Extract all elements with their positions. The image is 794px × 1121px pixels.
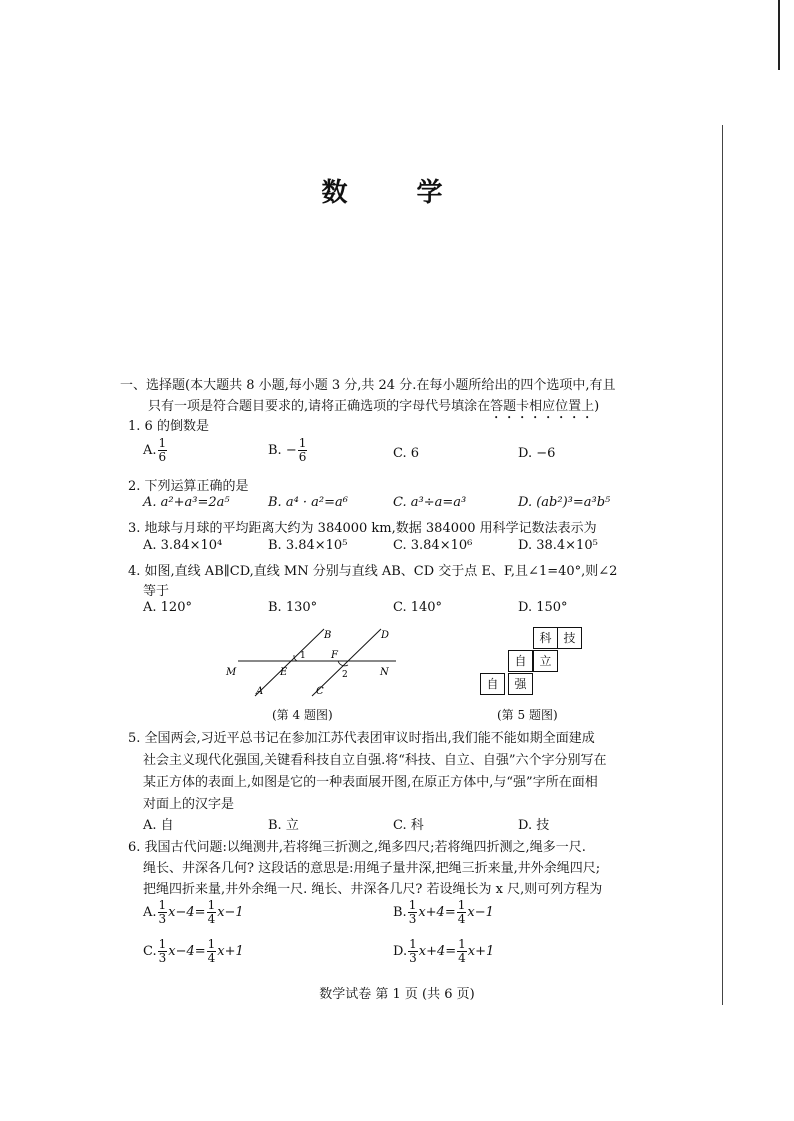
q2-option-d: D. (ab²)³=a³b⁵ [518,495,611,510]
section-heading-line1: 一、选择题(本大题共 8 小题,每小题 3 分,共 24 分.在每小题所给出的四个选项中,有且 [120,378,616,393]
q5-stem-line1: 5. 全国两会,习近平总书记在参加江苏代表团审议时指出,我们能不能如期全面建成 [128,731,595,746]
frac-num: 1 [207,937,216,951]
q6-c-label: C. [143,944,157,959]
q3-option-b: B. 3.84×10⁵ [268,538,348,553]
q5-stem-line3: 某正方体的表面上,如图是它的一种表面展开图,在原正方体中,与“强”字所在面相 [143,775,598,790]
q4-option-d: D. 150° [518,600,568,615]
q4-option-a: A. 120° [143,600,192,615]
q1-a-label: A. [143,443,157,458]
q1-b-label: B. − [268,443,297,458]
q5-stem-line4: 对面上的汉字是 [143,797,235,812]
label-angle-2: 2 [342,670,348,680]
q6-d-frac2 [457,938,467,965]
net-cell-zi1: 自 [508,650,533,672]
frac-den: 3 [409,951,417,965]
label-f: F [331,650,338,661]
label-n: N [380,667,389,678]
q6-a-mid: x−4= [168,905,206,920]
frac-den: 3 [408,912,417,926]
q1-option-d: D. −6 [518,446,556,461]
q3-option-d: D. 38.4×10⁵ [518,538,598,553]
frac-num: 1 [457,898,466,912]
scan-edge-line [778,0,780,70]
q5-option-c: C. 科 [393,818,424,833]
q6-b-mid: x+4= [418,905,456,920]
q5-option-a: A. 自 [143,818,174,833]
q1-option-a [143,437,168,464]
q6-d-label: D. [393,944,408,959]
frac-den: 3 [158,951,167,965]
q1-b-den: 6 [298,450,307,464]
q2-option-a: A. a²+a³=2a⁵ [143,495,230,510]
q6-stem-line3: 把绳四折来量,井外余绳一尺. 绳长、井深各几尺? 若设绳长为 x 尺,则可列方程为 [143,882,603,897]
q6-a-end: x−1 [217,905,244,920]
label-b: B [324,630,332,641]
q6-c-frac1 [158,938,168,965]
q6-d-frac1 [408,938,418,965]
label-c: C [316,686,324,697]
net-cell-zi2: 自 [480,673,505,695]
section-heading-emphasis: 答题卡相应位置上 [490,399,595,414]
q4-option-c: C. 140° [393,600,443,615]
q3-option-c: C. 3.84×10⁶ [393,538,473,553]
q1-a-num: 1 [158,436,167,450]
net-cell-ji: 技 [557,627,582,649]
q6-b-label: B. [393,905,407,920]
frac-num: 1 [458,937,466,951]
q4-option-b: B. 130° [268,600,318,615]
frac-num: 1 [158,898,167,912]
margin-line [722,125,723,1005]
q4-figure [220,624,410,700]
q2-stem: 2. 下列运算正确的是 [128,479,249,494]
frac-num: 1 [408,898,417,912]
net-cell-li: 立 [533,650,558,672]
q6-d-end: x+1 [467,944,495,959]
q4-stem-line2: 等于 [143,584,170,599]
q3-stem: 3. 地球与月球的平均距离大约为 384000 km,数据 384000 用科学记数法表示为 [128,521,597,536]
q1-stem: 1. 6 的倒数是 [128,419,209,434]
q6-option-d [393,938,494,965]
angle-2-arc [338,661,348,666]
frac-den: 4 [207,912,216,926]
q6-option-c [143,938,244,965]
q3-option-a: A. 3.84×10⁴ [143,538,223,553]
q5-figure [480,627,590,697]
net-cell-ke: 科 [533,627,558,649]
page-footer: 数学试卷 第 1 页 (共 6 页) [319,987,475,1002]
line-ab [255,629,324,696]
q1-b-num: 1 [298,436,307,450]
frac-num: 1 [158,937,167,951]
q6-stem-line1: 6. 我国古代问题:以绳测井,若将绳三折测之,绳多四尺;若将绳四折测之,绳多一尺. [128,840,586,855]
q5-figure-caption: (第 5 题图) [497,708,558,722]
section-heading-line2-pre: 只有一项是符合题目要求的,请将正确选项的字母代号填涂在 [148,399,491,414]
frac-den: 4 [458,951,466,965]
frac-num: 1 [207,898,216,912]
label-a: A [256,686,264,697]
q6-c-mid: x−4= [168,944,206,959]
section-heading-line2-post: ) [594,399,600,414]
label-e: E [280,667,288,678]
frac-num: 1 [409,937,417,951]
q1-b-fraction [298,437,308,464]
q2-option-b: B. a⁴ · a²=a⁶ [268,495,348,510]
q6-option-a [143,899,244,926]
q2-option-c: C. a³÷a=a³ [393,495,467,510]
q5-option-b: B. 立 [268,818,299,833]
q1-a-den: 6 [158,450,167,464]
frac-den: 3 [158,912,167,926]
q4-figure-caption: (第 4 题图) [272,708,333,722]
q4-stem-line1: 4. 如图,直线 AB∥CD,直线 MN 分别与直线 AB、CD 交于点 E、F,且∠1=40°,则∠2 [128,564,618,579]
q1-a-fraction [158,437,168,464]
q6-b-frac2 [457,899,467,926]
q6-b-end: x−1 [467,905,494,920]
q1-option-b [268,437,308,464]
q6-stem-line2: 绳长、井深各几何? 这段话的意思是:用绳子量井深,把绳三折来量,井外余绳四尺; [143,861,601,876]
q6-a-frac2 [207,899,217,926]
label-m: M [226,667,237,678]
q5-stem-line2: 社会主义现代化强国,关键看科技自立自强.将“科技、自立、自强”六个字分别写在 [143,753,607,768]
q6-d-mid: x+4= [418,944,457,959]
frac-den: 4 [207,951,216,965]
page-title: 数 学 [321,178,473,208]
q6-c-frac2 [207,938,217,965]
q5-option-d: D. 技 [518,818,550,833]
label-d: D [381,630,390,641]
q6-option-b [393,899,494,926]
q6-a-label: A. [143,905,157,920]
q6-b-frac1 [408,899,418,926]
q6-c-end: x+1 [217,944,244,959]
q6-a-frac1 [158,899,168,926]
section-heading-line2 [148,395,599,422]
frac-den: 4 [457,912,466,926]
label-angle-1: 1 [300,651,306,661]
q1-option-c: C. 6 [393,446,420,461]
net-cell-qiang: 强 [508,673,533,695]
